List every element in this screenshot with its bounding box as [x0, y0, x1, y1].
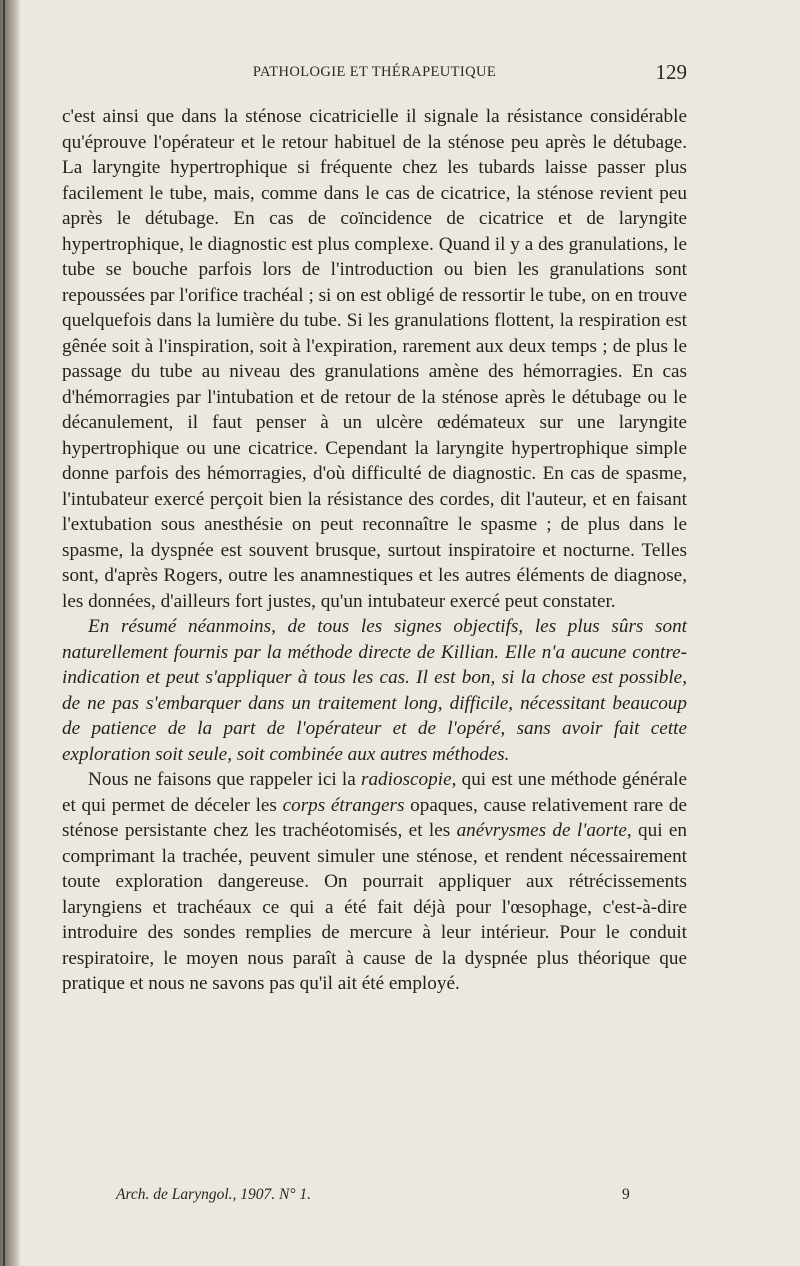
book-binding-edge — [0, 0, 20, 1266]
paragraph-radioscopy — [62, 767, 687, 997]
radioscopy-text-3: opaques, cause relativement rare de sténose persistante chez les trachéotomisés, et les — [62, 794, 687, 841]
running-title: PATHOLOGIE ET THÉRAPEUTIQUE — [252, 64, 497, 80]
term-radioscopie: radioscopie — [360, 769, 452, 790]
radioscopy-text-1: Nous ne faisons que rappeler ici la — [88, 769, 361, 790]
paragraph-killian-method-summary: En résumé néanmoins, de tous les signes objectifs, les plus sûrs sont naturellement fournis par la méthode directe de Killian. Elle n'a aucune contre-indication et peut s'appliquer à tous les cas. Il est bon, si la chose est possible, de ne pas s'embarquer dans un traitement long, difficile, nécessitant beaucoup de patience de la part de l'opérateur et de l'opéré, sans avoir fait cette exploration soit seule, soit combinée aux autres méthodes. — [62, 616, 687, 765]
journal-reference: Arch. de Laryngol., 1907. N° 1. — [116, 1186, 312, 1203]
signature-mark: 9 — [622, 1186, 630, 1203]
term-anevrysmes-aorte: anévrysmes de l'aorte — [456, 820, 627, 841]
page-number: 129 — [655, 60, 687, 84]
radioscopy-text-2: , qui est une méthode générale et qui permet de déceler les — [62, 769, 687, 816]
term-corps-etrangers: corps étrangers — [282, 794, 405, 816]
radioscopy-text-4: , qui en comprimant la trachée, peuvent simuler une sténose, et rendent nécessairement toute exploration dangereuse. On pourrait appliquer aux rétrécissements laryngiens et trachéaux ce qui a été fait déjà pour l'œsophage, c'est-à-dire introduire des sondes remplies de mercure à leur intérieur. Pour le conduit respiratoire, le moyen nous paraît à cause de la dyspnée plus théorique que pratique et nous ne savons pas qu'il ait été employé. — [62, 820, 687, 994]
page-header — [62, 60, 687, 86]
body-text — [62, 104, 687, 997]
binding-shadow-line — [3, 0, 5, 1266]
page-footer — [62, 1186, 687, 1210]
paragraph-stenosis-diagnosis: c'est ainsi que dans la sténose cicatricielle il signale la résistance considérable qu'éprouve l'opérateur et le retour habituel de la sténose peu après le détubage. La laryngite hypertrophique si fréquente chez les tubards laisse passer plus facilement le tube, mais, comme dans le cas de cicatrice, la sténose revient peu après le détubage. En cas de coïncidence de cicatrice et de laryngite hypertrophique, le diagnostic est plus complexe. Quand il y a des granulations, le tube se bouche parfois lors de l'introduction ou bien les granulations sont repoussées par l'orifice trachéal ; si on est obligé de ressortir le tube, on en trouve quelquefois dans la lumière du tube. Si les granulations flottent, la respiration est gênée soit à l'inspiration, soit à l'expiration, rarement aux deux temps ; de plus le passage du tube au niveau des granulations amène des hémorragies. En cas d'hémorragies par l'intubation et de retour de la sténose après le détubage ou le décanulement, il faut penser à un ulcère œdémateux sur une laryngite hypertrophique ou une cicatrice. Cependant la laryngite hypertrophique simple donne parfois des hémorragies, d'où difficulté de diagnostic. En cas de spasme, l'intubateur exercé perçoit bien la résistance des cordes, dit l'auteur, et en faisant l'extubation sous anesthésie on peut reconnaître le spasme ; de plus dans le spasme, la dyspnée est souvent brusque, surtout inspiratoire et nocturne. Telles sont, d'après Rogers, outre les anamnestiques et les autres éléments de diagnose, les données, d'ailleurs fort justes, qu'un intubateur exercé peut constater. — [62, 106, 687, 612]
